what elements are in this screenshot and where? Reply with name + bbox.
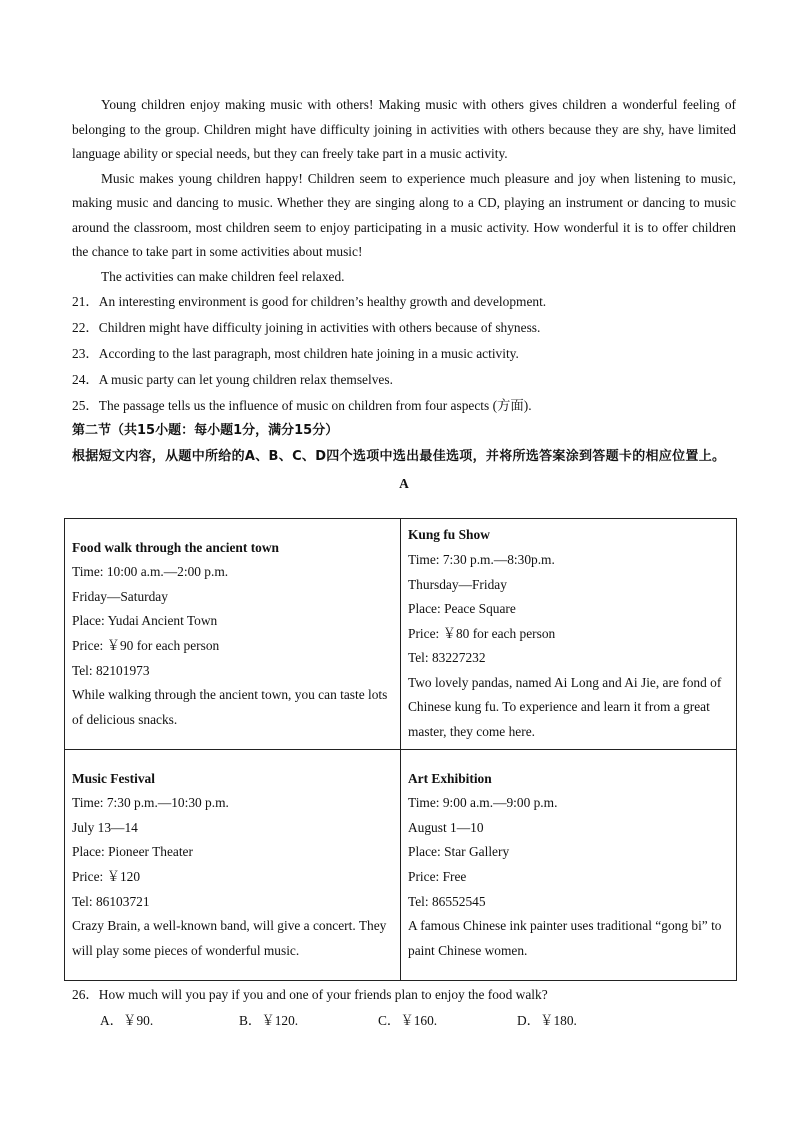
question-text: How much will you pay if you and one of your friends plan to enjoy the food walk? (98, 987, 548, 1002)
ad-description: Crazy Brain, a well-known band, will give a concert. They will play some pieces of wonderful music. (72, 918, 387, 958)
ads-table (64, 518, 737, 981)
ad-time: Time: 7:30 p.m.—10:30 p.m. (72, 795, 229, 811)
ad-kung-fu-show (401, 519, 737, 750)
ad-tel: Tel: 86552545 (408, 893, 486, 909)
ad-price: Price: ￥120 (72, 869, 141, 884)
question-23 (72, 341, 736, 367)
document-page (72, 93, 736, 1028)
ad-food-walk (65, 519, 401, 750)
option-d: D．￥180. (517, 1013, 577, 1028)
question-text: According to the last paragraph, most children hate joining in a music activity. (98, 346, 519, 361)
question-number: 24． (72, 372, 99, 387)
ad-time: Time: 7:30 p.m.—8:30p.m. (408, 551, 555, 567)
option-a: A．￥90. (100, 1013, 154, 1028)
question-text: A music party can let young children relax themselves. (98, 372, 393, 387)
ad-title: Food walk through the ancient town (72, 539, 279, 555)
ad-price: Price: ￥80 for each person (408, 625, 556, 641)
question-24 (72, 367, 736, 393)
question-25 (72, 393, 736, 419)
ad-time: Time: 10:00 a.m.—2:00 p.m. (72, 564, 229, 580)
question-number: 21． (72, 294, 99, 309)
question-number: 23． (72, 346, 99, 361)
ad-days: July 13—14 (72, 819, 138, 835)
question-number: 22． (72, 320, 99, 335)
ads-row (65, 750, 737, 981)
ad-time: Time: 9:00 a.m.—9:00 p.m. (408, 795, 558, 811)
ad-days: August 1—10 (408, 819, 484, 835)
ad-title: Kung fu Show (408, 527, 490, 543)
ad-place: Place: Star Gallery (408, 844, 510, 860)
ad-description: While walking through the ancient town, you can taste lots of delicious snacks. (72, 687, 388, 727)
question-text: The passage tells us the influence of music on children from four aspects (方面). (98, 398, 532, 413)
option-c: C．￥160. (378, 1013, 438, 1028)
option-b: B．￥120. (239, 1013, 299, 1028)
ad-days: Friday—Saturday (72, 588, 168, 604)
ad-price: Price: Free (408, 869, 467, 884)
question-text: An interesting environment is good for children’s healthy growth and development. (98, 294, 547, 309)
ad-place: Place: Yudai Ancient Town (72, 613, 218, 629)
ad-title: Art Exhibition (408, 770, 492, 786)
ad-description: A famous Chinese ink painter uses traditional “gong bi” to paint Chinese women. (408, 918, 722, 958)
paragraph-3: The activities can make children feel relaxed. (101, 268, 345, 284)
passage-letter: A (399, 475, 409, 491)
ad-tel: Tel: 82101973 (72, 662, 150, 678)
paragraph-2: Music makes young children happy! Children seem to experience much pleasure and joy when listening to music, making music and dancing to music. Whether they are singing along to a CD, playing an instrument or dancing to music around the classroom, most children seem to enjoy participating in a music activity. How wonderful it is to offer children the chance to take part in some activities about music! (72, 170, 736, 259)
ad-tel: Tel: 83227232 (408, 650, 486, 666)
paragraph-1: Young children enjoy making music with others! Making music with others gives children a wonderful feeling of belonging to the group. Children might have difficulty joining in activities with others because they are shy, have limited language ability or special needs, but they can freely take part in a music activity. (72, 97, 736, 161)
ad-description: Two lovely pandas, named Ai Long and Ai Jie, are fond of Chinese kung fu. To experience and learn it from a great master, they come here. (408, 674, 722, 740)
question-number: 25． (72, 398, 99, 413)
ad-days: Thursday—Friday (408, 576, 507, 592)
answer-options (72, 1008, 736, 1034)
question-list (72, 289, 736, 419)
question-21 (72, 289, 736, 315)
question-26 (72, 982, 736, 1008)
ad-art-exhibition (401, 750, 737, 981)
ad-price: Price: ￥90 for each person (72, 638, 220, 653)
question-number: 26． (72, 987, 99, 1002)
question-text: Children might have difficulty joining in activities with others because of shyness. (98, 320, 541, 335)
question-26-block (72, 982, 736, 1034)
ad-tel: Tel: 86103721 (72, 893, 150, 909)
ad-place: Place: Peace Square (408, 601, 516, 617)
ad-title: Music Festival (72, 770, 155, 786)
section-heading: 第二节（共15小题：每小题1分，满分15分） (72, 423, 339, 438)
ads-row (65, 519, 737, 750)
ad-music-festival (65, 750, 401, 981)
section-instruction: 根据短文内容，从题中所给的A、B、C、D四个选项中选出最佳选项，并将所选答案涂到答题卡的相应位置上。 (72, 448, 726, 464)
ad-place: Place: Pioneer Theater (72, 844, 193, 860)
question-22 (72, 315, 736, 341)
